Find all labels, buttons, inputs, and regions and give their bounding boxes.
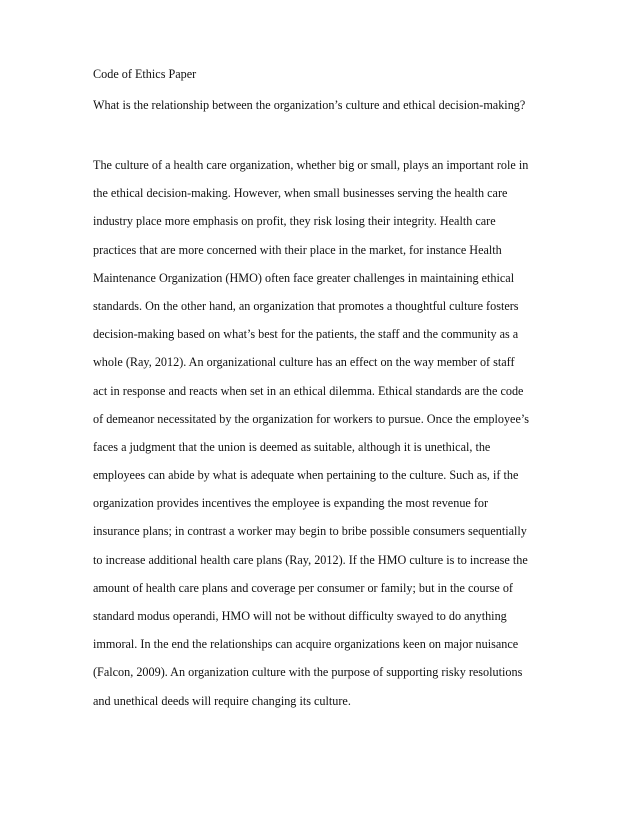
paragraph-line: employees can abide by what is adequate when pertaining to the culture. Such as, if the [93,468,519,483]
body-paragraph [93,155,529,719]
paragraph-line: insurance plans; in contrast a worker may begin to bribe possible consumers sequentially [93,524,527,539]
paragraph-line: organization provides incentives the employee is expanding the most revenue for [93,496,489,511]
paragraph-line: to increase additional health care plans (Ray, 2012). If the HMO culture is to increase the [93,552,528,567]
paragraph-line: and unethical deeds will require changing its culture. [93,693,351,708]
paragraph-line: faces a judgment that the union is deemed as suitable, although it is unethical, the [93,439,491,454]
paragraph-line: (Falcon, 2009). An organization culture with the purpose of supporting risky resolutions [93,665,523,680]
paragraph-line: practices that are more concerned with their place in the market, for instance Health [93,242,502,257]
paragraph-line: The culture of a health care organization, whether big or small, plays an important role in [93,158,529,172]
paragraph-line: decision-making based on what’s best for the patients, the staff and the community as a [93,327,519,342]
paragraph-line: the ethical decision-making. However, when small businesses serving the health care [93,186,508,201]
paragraph-line: industry place more emphasis on profit, they risk losing their integrity. Health care [93,214,496,229]
paragraph-line: Maintenance Organization (HMO) often face greater challenges in maintaining ethical [93,270,515,285]
paragraph-line: act in response and reacts when set in an ethical dilemma. Ethical standards are the code [93,383,524,398]
paragraph-line: whole (Ray, 2012). An organizational culture has an effect on the way member of staff [93,355,515,370]
paragraph-line: immoral. In the end the relationships can acquire organizations keen on major nuisance [93,637,519,652]
paper-title: Code of Ethics Paper [93,67,197,81]
paragraph-line: standard modus operandi, HMO will not be without difficulty swayed to do anything [93,609,507,623]
paragraph-line: of demeanor necessitated by the organization for workers to pursue. Once the employee’s [93,411,530,426]
paragraph-line: amount of health care plans and coverage per consumer or family; but in the course of [93,580,513,595]
paper-question: What is the relationship between the organization’s culture and ethical decision-making? [93,98,526,112]
paragraph-line: standards. On the other hand, an organization that promotes a thoughtful culture fosters [93,298,519,313]
